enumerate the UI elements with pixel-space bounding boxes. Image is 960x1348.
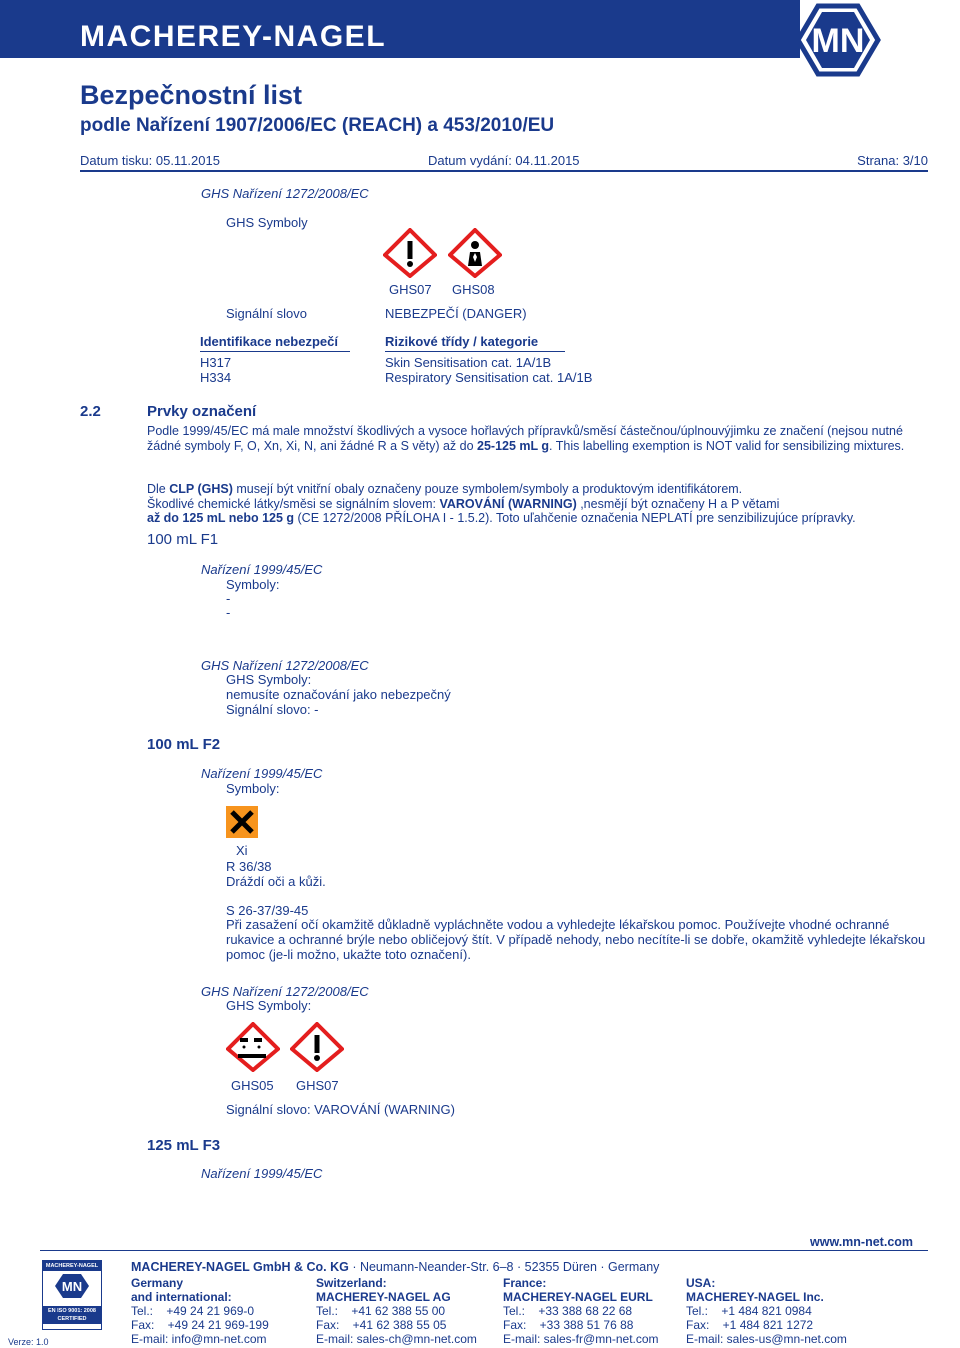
ghs07-exclamation-icon bbox=[383, 228, 437, 278]
cert-line2: CERTIFIED bbox=[57, 1316, 87, 1322]
issue-date: Datum vydání: 04.11.2015 bbox=[428, 153, 580, 168]
f2-symbol-name: Xi bbox=[236, 843, 248, 858]
f2-symbols-label: Symboly: bbox=[226, 781, 280, 796]
f3-regulation: Nařízení 1999/45/EC bbox=[201, 1166, 323, 1181]
cert-line1: EN ISO 9001: 2008 bbox=[47, 1308, 96, 1314]
section-title: Prvky označení bbox=[147, 403, 257, 420]
f1-ghs-note: nemusíte označování jako nebezpečný bbox=[226, 687, 451, 702]
pictogram-label-ghs07: GHS07 bbox=[389, 282, 432, 297]
f1-regulation: Nařízení 1999/45/EC bbox=[201, 562, 323, 577]
footer-contact-germany: Germany and international: Tel.: +49 24 21 969-0 Fax: +49 24 21 969-199 E-mail: info@mn-net.com bbox=[131, 1276, 269, 1346]
header-rule bbox=[80, 170, 928, 172]
f2-regulation: Nařízení 1999/45/EC bbox=[201, 766, 323, 781]
page-subtitle: podle Nařízení 1907/2006/EC (REACH) a 453/2010/EU bbox=[80, 115, 555, 136]
section-paragraph-4: až do 125 mL nebo 125 g (CE 1272/2008 PŘÍLOHA I - 1.5.2). Toto uľahčenie označenia NEPLATÍ pre senzibilizujúce prípravky. bbox=[147, 511, 856, 525]
svg-text:MN: MN bbox=[61, 1279, 83, 1294]
cert-brand: MACHEREY-NAGEL bbox=[43, 1261, 101, 1271]
section-paragraph-2: Dle CLP (GHS) musejí být vnitřní obaly označeny pouze symbolem/symboly a produktovým identifikátorem. bbox=[147, 482, 743, 496]
f2-s-text: Při zasažení očí okamžitě důkladně vypláchněte vodou a vyhledejte lékařskou pomoc. Používejte vhodné ochranné rukavice a ochranné brýle nebo obličejový štít. V případě nehody, nebo necítíte-li se dobře, okamžitě vyhledejte lékařskou pomoc (je-li možno, ukažte toto označení). bbox=[226, 917, 926, 962]
hazard-code: H334 bbox=[200, 370, 232, 385]
f2-label: 100 mL F2 bbox=[147, 736, 221, 753]
page-title: Bezpečnostní list bbox=[80, 80, 303, 110]
f1-ghs-signal: Signální slovo: - bbox=[226, 702, 319, 717]
ghs-symbols-label: GHS Symboly bbox=[226, 215, 308, 230]
section-paragraph-3: Škodlivé chemické látky/směsi se signálním slovem: VAROVÁNÍ (WARNING) ,nesmějí být označeny H a P větami bbox=[147, 497, 780, 511]
ghs08-health-hazard-icon bbox=[448, 228, 502, 278]
f2-ghs-signal: Signální slovo: VAROVÁNÍ (WARNING) bbox=[226, 1102, 455, 1117]
f2-ghs-symbols: GHS Symboly: bbox=[226, 998, 312, 1013]
hazard-class-header: Rizikové třídy / kategorie bbox=[385, 334, 539, 349]
brand-name: MACHEREY-NAGEL bbox=[80, 20, 387, 53]
ghs-regulation: GHS Nařízení 1272/2008/EC bbox=[201, 186, 369, 201]
footer-website[interactable]: www.mn-net.com bbox=[810, 1235, 914, 1249]
hazard-id-header: Identifikace nebezpečí bbox=[200, 334, 338, 349]
version-label: Verze: 1.0 bbox=[8, 1337, 49, 1347]
cert-mn-logo bbox=[43, 1271, 101, 1301]
table-rule-left bbox=[200, 351, 350, 352]
pictogram-label-ghs07: GHS07 bbox=[296, 1078, 339, 1093]
f2-r-phrase: R 36/38 bbox=[226, 859, 272, 874]
signal-word-value: NEBEZPEČÍ (DANGER) bbox=[385, 306, 527, 321]
footer-rule bbox=[40, 1250, 928, 1251]
section-paragraph-1: Podle 1999/45/EC má male množství škodlivých a vysoce hořlavých přípravků/směsí částečnou/úplnouvýjimku ze značení (nejsou nutné žádné symboly F, O, Xn, Xi, N, ani žádné R a S věty) až do 25-125 mL g. This labelling exemption is NOT valid for sensibilizing mixtures. bbox=[147, 424, 905, 453]
ghs05-corrosion-icon bbox=[226, 1022, 280, 1072]
footer-contact-usa: USA: MACHEREY-NAGEL Inc. Tel.: +1 484 821 0984 Fax: +1 484 821 1272 E-mail: sales-us@mn-net.com bbox=[686, 1276, 847, 1346]
logo-text: MN bbox=[811, 22, 865, 60]
xi-irritant-icon bbox=[226, 806, 258, 838]
iso-certificate-badge bbox=[42, 1260, 102, 1330]
f2-s-phrase: S 26-37/39-45 bbox=[226, 903, 309, 918]
hazard-desc: Skin Sensitisation cat. 1A/1B bbox=[385, 355, 552, 370]
f1-ghs-regulation: GHS Nařízení 1272/2008/EC bbox=[201, 658, 369, 673]
hazard-code: H317 bbox=[200, 355, 232, 370]
ghs07-exclamation-icon bbox=[290, 1022, 344, 1072]
footer-company: MACHEREY-NAGEL GmbH & Co. KG · Neumann-Neander-Str. 6–8 · 52355 Düren · Germany bbox=[131, 1260, 660, 1274]
footer-contact-france: France: MACHEREY-NAGEL EURL Tel.: +33 388 68 22 68 Fax: +33 388 51 76 88 E-mail: sales-fr@mn-net.com bbox=[503, 1276, 659, 1346]
f1-symbols-dash: - bbox=[226, 591, 231, 606]
signal-word-label: Signální slovo bbox=[226, 306, 307, 321]
f1-symbols-label: Symboly: bbox=[226, 577, 280, 592]
f3-label: 125 mL F3 bbox=[147, 1137, 221, 1154]
f1-ghs-symbols: GHS Symboly: bbox=[226, 672, 312, 687]
hazard-desc: Respiratory Sensitisation cat. 1A/1B bbox=[385, 370, 593, 385]
section-number: 2.2 bbox=[80, 403, 101, 420]
pictogram-label-ghs08: GHS08 bbox=[452, 282, 495, 297]
date-line bbox=[80, 153, 928, 168]
footer-contact-switzerland: Switzerland: MACHEREY-NAGEL AG Tel.: +41 62 388 55 00 Fax: +41 62 388 55 05 E-mail: sales-ch@mn-net.com bbox=[316, 1276, 477, 1346]
mn-logo bbox=[778, 0, 888, 80]
f2-ghs-regulation: GHS Nařízení 1272/2008/EC bbox=[201, 984, 369, 999]
f2-r-text: Dráždí oči a kůži. bbox=[226, 874, 326, 889]
print-date: Datum tisku: 05.11.2015 bbox=[80, 153, 220, 168]
f1-symbols-dash: - bbox=[226, 605, 231, 620]
table-rule-right bbox=[385, 351, 565, 352]
f1-label: 100 mL F1 bbox=[147, 531, 219, 548]
page-number: Strana: 3/10 bbox=[857, 153, 928, 168]
pictogram-label-ghs05: GHS05 bbox=[231, 1078, 274, 1093]
